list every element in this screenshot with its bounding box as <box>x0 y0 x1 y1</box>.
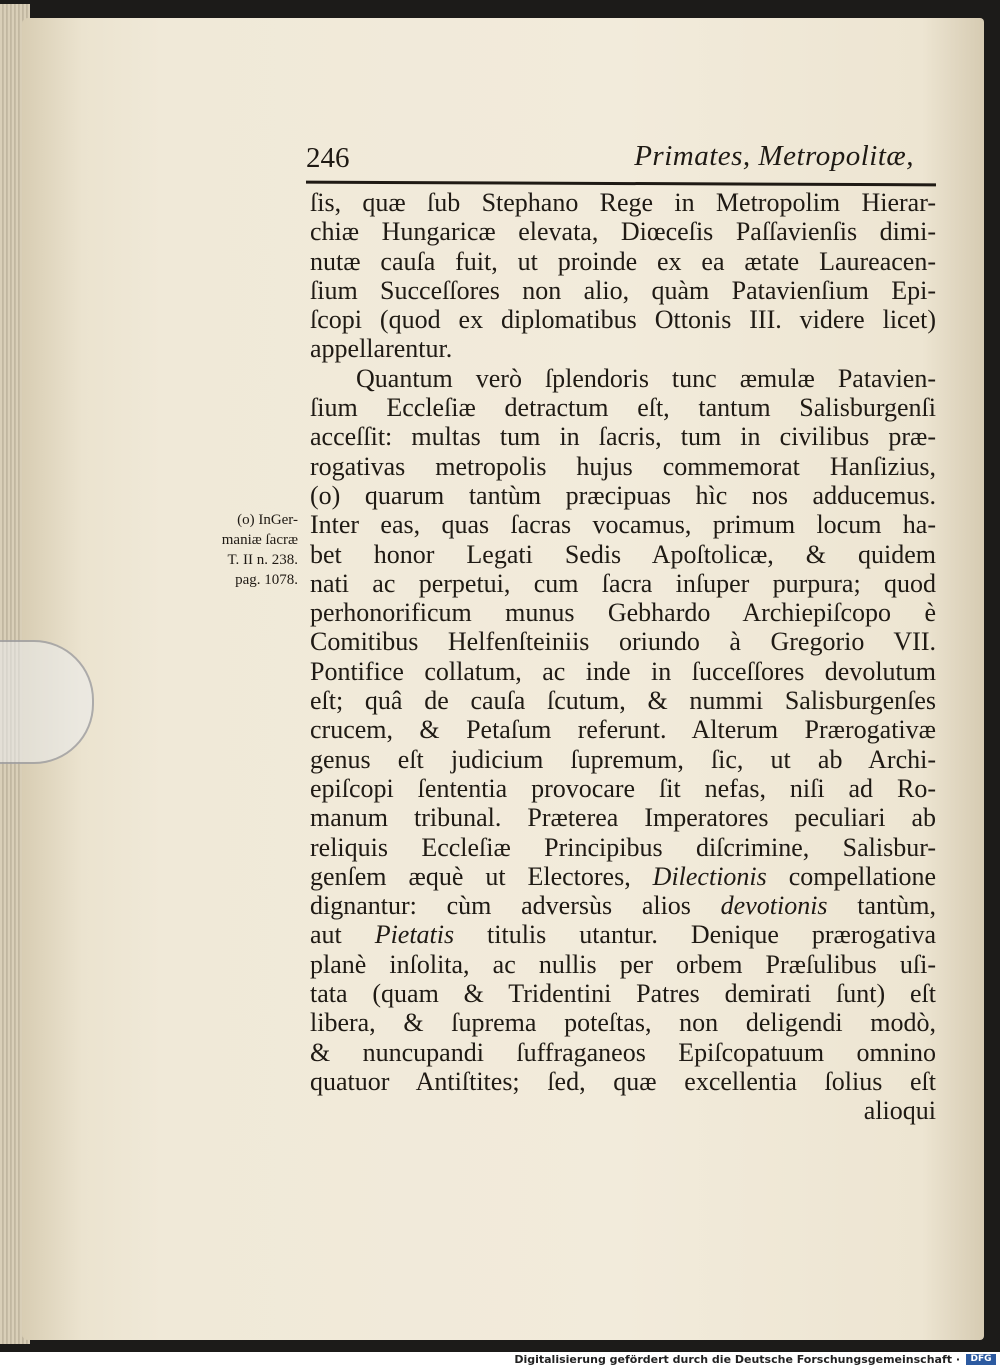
text-line: crucem, & Petaſum referunt. Alterum Prærogativæ <box>310 715 936 745</box>
text-line: ſis, quæ ſub Stephano Rege in Metropolim Hierar- <box>310 188 936 217</box>
text-line: reliquis Eccleſiæ Principibus diſcrimine, Salisbur- <box>310 832 936 862</box>
text-line: (o) quarum tantùm præcipuas hìc nos adducemus. <box>310 480 936 510</box>
text-segment: aut <box>310 920 375 950</box>
footer-bar <box>0 1352 1000 1367</box>
text-line: eſt; quâ de cauſa ſcutum, & nummi Salisburgenſes <box>310 686 936 716</box>
text-line: ſium Eccleſiæ detractum eſt, tantum Salisburgenſi <box>310 393 936 423</box>
text-line: & nuncupandi ſuffraganeos Epiſcopatuum omnino <box>310 1037 936 1067</box>
text-line <box>310 891 936 920</box>
text-line: Comitibus Helfenſteiniis oriundo à Gregorio VII. <box>310 627 936 657</box>
text-line: chiæ Hungaricæ elevata, Diœceſis Paſſavienſis dimi- <box>310 217 936 247</box>
text-line: bet honor Legati Sedis Apoſtolicæ, & quidem <box>310 539 936 569</box>
margin-note-line: maniæ ſacræ <box>221 532 298 548</box>
text-segment: titulis utantur. Denique prærogativa <box>454 920 937 950</box>
text-line: epiſcopi ſententia provocare ſit nefas, niſi ad Ro- <box>310 773 936 803</box>
text-line <box>310 920 936 949</box>
text-line: ſium Succeſſores non alio, quàm Patavienſium Epi- <box>310 275 936 305</box>
footer-credit: Digitalisierung gefördert durch die Deutsche Forschungsgemeinschaft · <box>514 1353 960 1366</box>
text-segment: tantùm, <box>827 891 936 921</box>
text-line: quatuor Antiſtites; ſed, quæ excellentia ſolius eſt <box>310 1066 936 1096</box>
catchword: alioqui <box>863 1096 936 1126</box>
text-line: genus eſt judicium ſupremum, ſic, ut ab Archi- <box>310 744 936 774</box>
text-line <box>310 862 936 891</box>
margin-note <box>188 510 298 590</box>
text-line: perhonorificum munus Gebhardo Archiepiſcopo è <box>310 598 936 628</box>
margin-note-line: (o) InGer- <box>237 512 298 528</box>
text-line: Quantum verò ſplendoris tunc æmulæ Patavien- <box>356 363 936 393</box>
text-line: Inter eas, quas ſacras vocamus, primum locum ha- <box>310 510 936 540</box>
italic-word: Dilectionis <box>652 861 767 891</box>
body-text <box>310 188 936 1126</box>
running-title: Primates, Metropolitæ, <box>634 140 914 172</box>
margin-note-line: pag. 1078. <box>235 572 298 588</box>
text-segment: dignantur: cùm adversùs alios <box>310 891 721 921</box>
margin-note-line: T. II n. 238. <box>227 552 298 568</box>
text-segment: compellatione <box>766 861 936 891</box>
text-line: acceſſit: multas tum in ſacris, tum in civilibus præ- <box>310 422 936 452</box>
text-line: manum tribunal. Præterea Imperatores peculiari ab <box>310 803 936 833</box>
text-line: tata (quam & Tridentini Patres demirati ſunt) eſt <box>310 979 936 1009</box>
text-line: rogativas metropolis hujus commemorat Hanſizius, <box>310 451 936 481</box>
text-line: nati ac perpetui, cum ſacra inſuper purpura; quod <box>310 568 936 598</box>
text-line: libera, & ſuprema poteſtas, non deligendi modò, <box>310 1008 936 1038</box>
text-line: Pontifice collatum, ac inde in ſucceſſores devolutum <box>310 656 936 686</box>
text-line: nutæ cauſa fuit, ut proinde ex ea ætate Laureacen- <box>310 246 936 276</box>
text-line: ſcopi (quod ex diplomatibus Ottonis III. videre licet) <box>310 305 936 335</box>
text-line: planè inſolita, ac nullis per orbem Præſulibus uſi- <box>310 949 936 979</box>
page-number: 246 <box>306 142 350 174</box>
text-segment: genſem æquè ut Electores, <box>310 861 653 891</box>
italic-word: devotionis <box>720 891 828 921</box>
italic-word: Pietatis <box>374 920 455 950</box>
text-line: appellarentur. <box>310 334 453 364</box>
dfg-logo: DFG <box>966 1354 996 1365</box>
running-header <box>306 138 938 182</box>
